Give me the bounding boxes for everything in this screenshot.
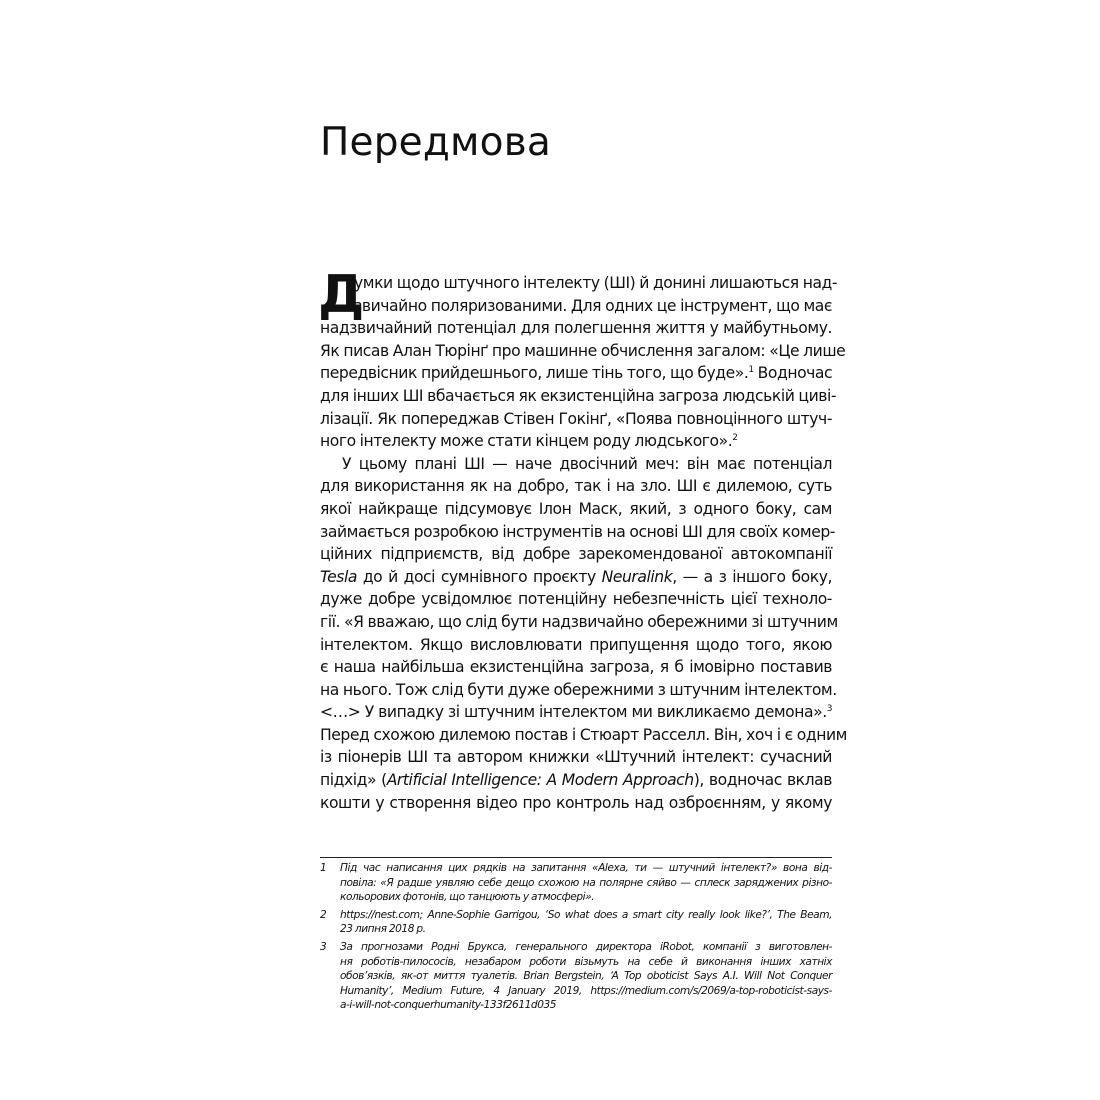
footnotes (320, 861, 832, 1016)
text-segment: передвісник прийдешнього, лише тінь того, що буде». (320, 364, 749, 383)
text-line: Перед схожою дилемою постав і Стюарт Расселл. Він, хоч і є одним (320, 725, 847, 744)
drop-cap: Д (318, 265, 365, 325)
footnote-ref-3: 3 (826, 704, 832, 715)
text-line: ційних підприємств, від добре зарекомендованої автокомпанії (320, 545, 832, 564)
text-line: є наша найбільша екзистенційна загроза, я б імовірно поставив (320, 658, 832, 677)
text-line: інтелектом. Якщо висловлювати припущення щодо того, якою (320, 635, 832, 654)
text-line: У цьому плані ШІ — наче двосічний меч: він має потенціал (342, 454, 832, 473)
text-line: займається розробкою інструментів на основі ШІ для своїх комер- (320, 522, 835, 541)
footnote-line: За прогнозами Родні Брукса, генерального директора iRobot, компанії з виготовлен- (340, 940, 832, 953)
text-line: умки щодо штучного інтелекту (ШІ) й донині лишаються над- (354, 274, 838, 292)
footnote-line: Humanity’, Medium Future, 4 January 2019, https://medium.com/s/2069/a-top-roboticist-says- (340, 984, 832, 997)
footnote-line: https://nest.com; Anne-Sophie Garrigou, ‘So what does a smart city really look like?’, The Beam, (340, 908, 832, 921)
text-italic: Artificial Intelligence: A Modern Approach (386, 771, 694, 790)
footnote-ref-2: 2 (732, 433, 738, 444)
footnote-number: 2 (320, 908, 327, 921)
footnote-number: 3 (320, 940, 327, 953)
book-page (318, 0, 847, 1100)
text-line: кошти у створення відео про контроль над озброєнням, у якому (320, 793, 832, 812)
text-line: надзвичайний потенціал для полегшення життя у майбутньому. (320, 319, 832, 338)
text-line: дуже добре усвідомлює потенційну небезпечність цієї техноло- (320, 590, 832, 609)
text-segment: , — а з іншого боку, (672, 567, 832, 586)
text-segment: ), водночас вклав (693, 771, 833, 790)
footnote-line: обов’язків, як-от миття туалетів. Brian Bergstein, ‘A Top oboticist Says A.I. Will Not Conquer (340, 970, 832, 983)
text-segment: до й досі сумнівного проєкту (362, 567, 596, 586)
footnote-line: ня роботів-пилососів, незабаром роботи візьмуть на себе й виконання інших хатніх (340, 955, 832, 968)
text-segment: ного інтелекту може стати кінцем роду людського». (320, 432, 733, 451)
text-italic: Tesla (320, 567, 357, 586)
text-line: для використання як на добро, так і на зло. ШІ є дилемою, суть (320, 477, 832, 496)
text-line (320, 362, 832, 385)
footnote-2 (320, 908, 832, 937)
text-line (320, 430, 832, 453)
text-line: на нього. Тож слід бути дуже обережними з штучним інтелектом. (320, 680, 837, 699)
text-segment: підхід» ( (320, 771, 387, 790)
footnote-line: кольорових фотонів, що танцюють у атмосфері». (340, 891, 595, 904)
footnote-3 (320, 940, 832, 1013)
text-line: якої найкраще підсумовує Ілон Маск, який, з одного боку, сам (320, 499, 832, 518)
text-line: звичайно поляризованими. Для одних це інструмент, що має (354, 296, 832, 315)
text-line (320, 701, 832, 724)
text-line (320, 566, 832, 589)
text-line: лізації. Як попереджав Стівен Гокінґ, «Поява повноцінного штуч- (320, 409, 832, 428)
text-line: із піонерів ШІ та автором книжки «Штучний інтелект: сучасний (320, 748, 832, 767)
footnote-line: Під час написання цих рядків на запитання «Alexa, ти — штучний інтелект?» вона від- (340, 862, 832, 874)
text-line: гії. «Я вважаю, що слід бути надзвичайно обережними зі штучним (320, 612, 838, 631)
footnote-line: повіла: «Я радше уявляю себе дещо схожою на полярне сяйво — сплеск заряджених різно- (340, 876, 832, 889)
text-segment: <…> У випадку зі штучним інтелектом ми викликаємо демона». (320, 703, 827, 722)
text-line (320, 769, 832, 792)
body-text (318, 265, 847, 814)
text-line: для інших ШІ вбачається як екзистенційна загроза людській циві- (320, 386, 837, 405)
text-italic: Neuralink (601, 567, 673, 586)
footnote-line: 23 липня 2018 р. (340, 923, 426, 936)
chapter-title: Передмова (320, 120, 552, 165)
footnote-1 (320, 861, 832, 905)
text-line: Як писав Алан Тюрінґ про машинне обчислення загалом: «Це лише (320, 341, 846, 360)
footnote-divider (320, 857, 832, 858)
footnote-number: 1 (320, 862, 327, 874)
text-segment: Водночас (753, 364, 833, 383)
footnote-ref-1: 1 (748, 365, 754, 376)
footnote-line: a-i-will-not-conquerhumanity-133f2611d035 (340, 999, 557, 1012)
